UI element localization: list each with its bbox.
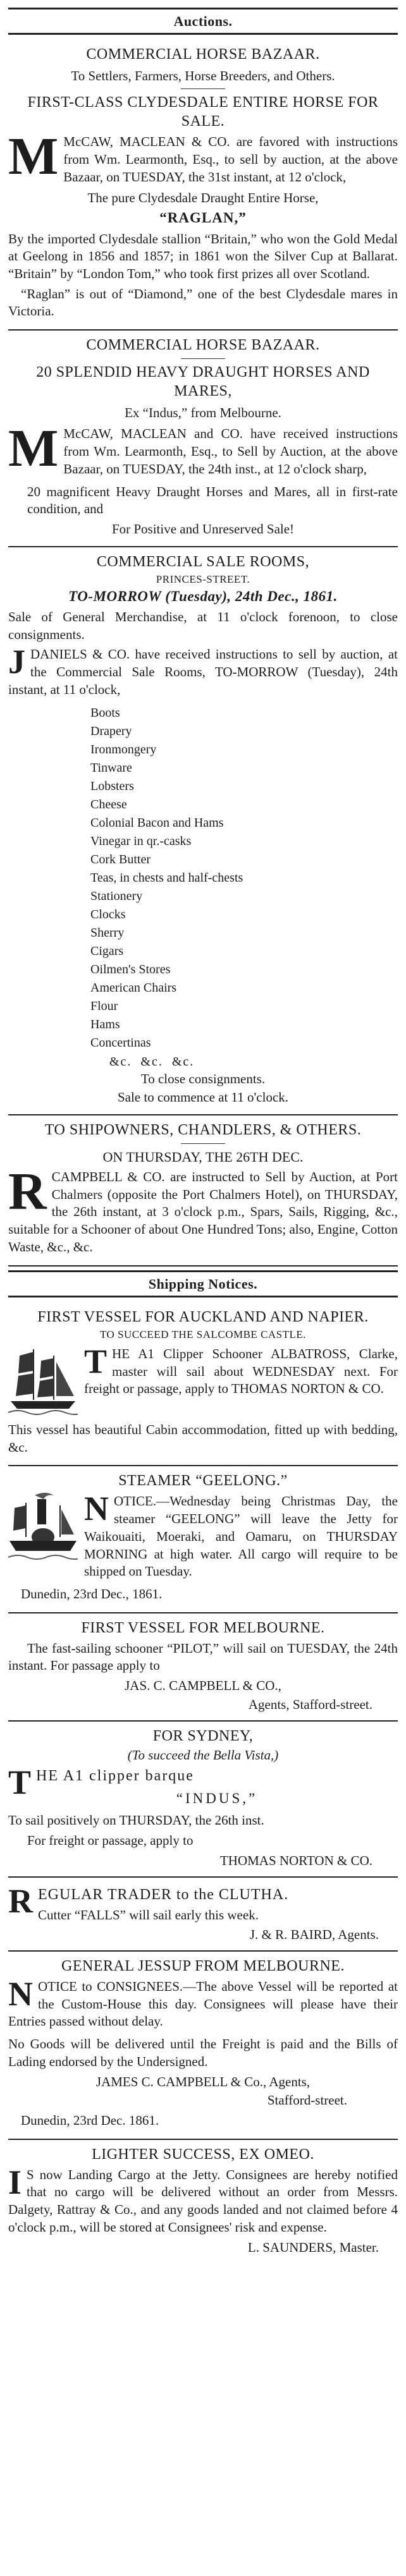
notice-title: EGULAR TRADER to the CLUTHA. [38, 1886, 289, 1903]
notice-title: FIRST VESSEL FOR MELBOURNE. [81, 1619, 325, 1636]
ad-close: Sale to commence at 11 o'clock. [117, 1090, 289, 1105]
ad-date: TO-MORROW (Tuesday), 24th Dec., 1861. [68, 588, 338, 605]
notice-body: HE A1 Clipper Schooner ALBATROSS, Clarke, master will sail about WEDNESDAY next. For freight or passage, apply to THOMAS NORTON & CO. [84, 1346, 398, 1397]
notice-agent-address: Stafford-street. [267, 2093, 347, 2108]
drop-cap: R [8, 1162, 47, 1221]
list-item: Oilmen's Stores [90, 962, 171, 976]
ad-headline: FIRST-CLASS CLYDESDALE ENTIRE HORSE FOR SALE. [27, 94, 379, 130]
ad-body: McCAW, MACLEAN and CO. have received instructions from Wm. Learmonth, Esq., to Sell by Auction, at the above Bazaar, on TUESDAY, the 24th inst., at 12 o'clock sharp, [63, 426, 398, 477]
shipping-header: Shipping Notices. [8, 1270, 398, 1297]
ad-body: For Positive and Unreserved Sale! [111, 521, 295, 537]
notice-dateline: Dunedin, 23rd Dec. 1861. [21, 2113, 159, 2129]
notice-subtitle: TO SUCCEED THE SALCOMBE CASTLE. [99, 1328, 307, 1340]
ad-draught-horses [8, 331, 398, 547]
notice-body: For freight or passage, apply to [27, 1833, 194, 1849]
horse-name: “RAGLAN,” [159, 210, 247, 226]
ad-clydesdale-horse [8, 40, 398, 331]
ad-title: COMMERCIAL HORSE BAZAAR. [86, 46, 320, 63]
etc-line: &c. &c. &c. [109, 1054, 195, 1069]
ad-subtitle: To Settlers, Farmers, Horse Breeders, and Others. [71, 68, 335, 83]
notice-body: The fast-sailing schooner “PILOT,” will sail on TUESDAY, the 24th instant. For passage apply to [8, 1640, 398, 1674]
ad-shipowners [8, 1115, 398, 1267]
list-item: Lobsters [90, 779, 134, 793]
auctions-header: Auctions. [8, 8, 398, 35]
list-item: Cigars [90, 944, 124, 958]
notice-auckland [8, 1303, 398, 1467]
notice-agent: THOMAS NORTON & CO. [219, 1852, 372, 1868]
drop-cap: R [8, 1881, 33, 1920]
list-item: Ironmongery [90, 742, 157, 756]
notice-title: FIRST VESSEL FOR AUCKLAND AND NAPIER. [37, 1308, 369, 1325]
ad-body: 20 magnificent Heavy Draught Horses and Mares, all in first-rate condition, and [27, 483, 398, 517]
notice-body: OTICE to CONSIGNEES.—The above Vessel will be reported at the Custom-House this day. Consignees will please have their Entries passed without delay. [8, 1978, 398, 2029]
list-item: Sherry [90, 925, 125, 940]
divider [181, 88, 225, 89]
drop-cap: I [8, 2163, 22, 2201]
notice-title: LIGHTER SUCCESS, EX OMEO. [92, 2146, 314, 2163]
list-item: Cheese [90, 797, 127, 811]
notice-body: To sail positively on THURSDAY, the 26th inst. [8, 1813, 264, 1828]
notice-agent: J. & R. BAIRD, Agents. [249, 1927, 379, 1943]
notice-agent: L. SAUNDERS, Master. [247, 2239, 379, 2255]
ad-line: The pure Clydesdale Draught Entire Horse, [87, 190, 319, 206]
list-item: Tinware [90, 760, 132, 775]
list-item: Boots [90, 705, 120, 720]
drop-cap: T [8, 1763, 32, 1802]
drop-cap: N [84, 1490, 109, 1528]
notice-sydney [8, 1722, 398, 1878]
list-item: Hams [90, 1017, 120, 1031]
list-item: Drapery [90, 724, 132, 738]
drop-cap: T [84, 1342, 108, 1381]
divider [181, 1143, 225, 1144]
ad-body: DANIELS & CO. have received instructions to sell by auction, at the Commercial Sale Rooms, TO-MORROW (Tuesday), 24th instant, at 11 o'clock, [8, 647, 398, 697]
drop-cap: M [8, 419, 59, 478]
ad-title: COMMERCIAL HORSE BAZAAR. [86, 337, 320, 354]
list-item: Teas, in chests and half-chests [90, 870, 243, 885]
list-item: American Chairs [90, 980, 177, 995]
divider [181, 358, 225, 359]
notice-clutha [8, 1878, 398, 1952]
notice-body: No Goods will be delivered until the Freight is paid and the Bills of Lading endorsed by the Undersigned. [8, 2036, 398, 2069]
sailing-ship-icon [8, 1343, 78, 1419]
steamer-icon [8, 1490, 78, 1566]
list-item: Flour [90, 999, 118, 1013]
drop-cap: J [8, 643, 25, 681]
vessel-name: “INDUS,” [176, 1790, 258, 1807]
drop-cap: M [8, 127, 59, 186]
ad-body: McCAW, MACLEAN & CO. are favored with instructions from Wm. Learmonth, Esq., to sell by auction, at the above Bazaar, on TUESDAY, the 31st instant, at 12 o'clock, [63, 134, 398, 185]
ad-body: Sale of General Merchandise, at 11 o'clock forenoon, to close consignments. [8, 609, 398, 642]
notice-lighter-success [8, 2140, 398, 2263]
notice-title: FOR SYDNEY, [152, 1727, 254, 1744]
notice-body: Cutter “FALLS” will sail early this week. [38, 1907, 259, 1923]
ad-title: TO SHIPOWNERS, CHANDLERS, & OTHERS. [44, 1121, 362, 1138]
newspaper-column [8, 0, 398, 2263]
list-item: Colonial Bacon and Hams [90, 815, 224, 830]
list-item: Cork Butter [90, 852, 151, 866]
notice-agent: JAMES C. CAMPBELL & Co., Agents, [95, 2074, 311, 2089]
list-item: Vinegar in qr.-casks [90, 834, 192, 848]
ad-headline: 20 SPLENDID HEAVY DRAUGHT HORSES AND MARES, [36, 364, 370, 400]
notice-body: S now Landing Cargo at the Jetty. Consignees are hereby notified that no cargo will be delivered without an order from Messrs. Dalgety, Rattray & Co., and any goods landed and not claimed before 4 o'clock p.m., will be stored at Consignees' risk and expense. [8, 2166, 398, 2235]
drop-cap: N [8, 1974, 33, 2013]
notice-body: OTICE.—Wednesday being Christmas Day, the steamer “GEELONG” will leave the Jetty for Waikouaiti, Moeraki, and Oamaru, on THURSDAY MORNING at high water. All cargo will require to be shipped on Tuesday. [84, 1493, 398, 1579]
notice-geelong [8, 1466, 398, 1613]
notice-note: This vessel has beautiful Cabin accommodation, fitted up with bedding, &c. [8, 1422, 398, 1455]
notice-body: HE A1 clipper barque [36, 1768, 194, 1785]
notice-title: STEAMER “GEELONG.” [118, 1473, 288, 1490]
ad-close: To close consignments. [140, 1071, 266, 1086]
notice-agent: JAS. C. CAMPBELL & CO., [125, 1678, 281, 1694]
ad-subtitle: Ex “Indus,” from Melbourne. [125, 405, 281, 421]
list-item: Clocks [90, 907, 126, 921]
ad-title: COMMERCIAL SALE ROOMS, [96, 553, 310, 570]
ad-body: “Raglan” is out of “Diamond,” one of the best Clydesdale mares in Victoria. [8, 286, 398, 319]
notice-general-jessup [8, 1952, 398, 2140]
notice-subtitle: (To succeed the Bella Vista,) [127, 1747, 279, 1763]
notice-melbourne [8, 1613, 398, 1722]
notice-agent-address: Agents, Stafford-street. [248, 1696, 372, 1712]
notice-dateline: Dunedin, 23rd Dec., 1861. [21, 1586, 163, 1602]
notice-title: GENERAL JESSUP FROM MELBOURNE. [61, 1957, 345, 1974]
ad-sale-rooms [8, 547, 398, 1115]
ad-date: ON THURSDAY, THE 26TH DEC. [102, 1148, 304, 1165]
list-item: Stationery [90, 889, 143, 903]
ad-body: CAMPBELL & CO. are instructed to Sell by Auction, at Port Chalmers (opposite the Port Chalmers Hotel), on THURSDAY, the 26th instant, at 3 o'clock p.m., Spars, Sails, Rigging, &c., suitable for a Schooner of about One Hundred Tons; also, Engine, Cotton Waste, &c., &c. [8, 1169, 398, 1255]
list-item: Concertinas [90, 1035, 151, 1050]
ad-body: By the imported Clydesdale stallion “Britain,” who won the Gold Medal at Geelong in 1856 and 1857; in 1861 won the Silver Cup at Ballarat. “Britain” by “London Tom,” who took first prizes all over Scotland. [8, 231, 398, 281]
item-list [8, 704, 398, 1052]
ad-street: PRINCES-STREET. [156, 573, 250, 585]
